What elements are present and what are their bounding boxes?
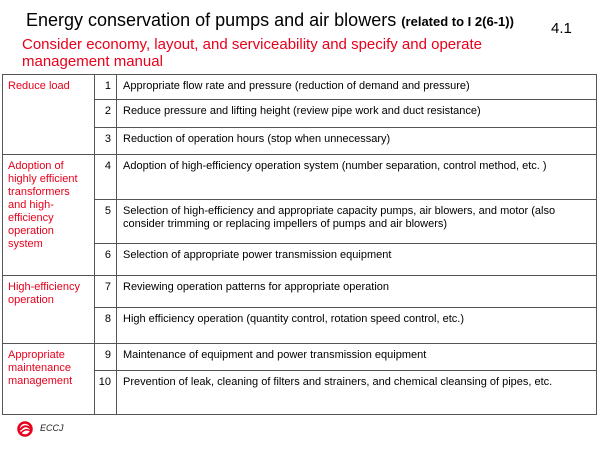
table-row bbox=[3, 155, 597, 200]
row-number: 9 bbox=[95, 344, 117, 371]
row-number: 10 bbox=[95, 371, 117, 415]
category-cell: Reduce load bbox=[3, 75, 95, 155]
page-title bbox=[26, 10, 514, 31]
row-number: 2 bbox=[95, 100, 117, 128]
measure-text: Maintenance of equipment and power transmission equipment bbox=[117, 344, 597, 371]
measure-text: Adoption of high-efficiency operation system (number separation, control method, etc. ) bbox=[117, 155, 597, 200]
logo-text: ECCJ bbox=[40, 423, 64, 433]
measure-text: Reduction of operation hours (stop when unnecessary) bbox=[117, 128, 597, 155]
title-reference: (related to I 2(6-1)) bbox=[401, 14, 514, 29]
row-number: 6 bbox=[95, 244, 117, 276]
category-cell: Appropriate maintenance management bbox=[3, 344, 95, 415]
category-cell: High-efficiency operation bbox=[3, 276, 95, 344]
row-number: 1 bbox=[95, 75, 117, 100]
measure-text: Selection of high-efficiency and appropriate capacity pumps, air blowers, and motor (also consider trimming or replacing impellers of pumps and air blowers) bbox=[117, 200, 597, 244]
measure-text: High efficiency operation (quantity control, rotation speed control, etc.) bbox=[117, 308, 597, 344]
measure-text: Selection of appropriate power transmission equipment bbox=[117, 244, 597, 276]
measure-text: Prevention of leak, cleaning of filters and strainers, and chemical cleansing of pipes, etc. bbox=[117, 371, 597, 415]
table-row bbox=[3, 276, 597, 308]
table-row bbox=[3, 344, 597, 371]
row-number: 3 bbox=[95, 128, 117, 155]
eccj-logo-icon bbox=[16, 421, 36, 442]
subtitle: Consider economy, layout, and serviceability and specify and operate management manual bbox=[22, 36, 482, 70]
title-main: Energy conservation of pumps and air blowers bbox=[26, 10, 397, 30]
measures-table bbox=[2, 74, 597, 415]
row-number: 4 bbox=[95, 155, 117, 200]
measure-text: Reduce pressure and lifting height (review pipe work and duct resistance) bbox=[117, 100, 597, 128]
table-row bbox=[3, 75, 597, 100]
measure-text: Reviewing operation patterns for appropriate operation bbox=[117, 276, 597, 308]
slide-number: 4.1 bbox=[551, 20, 572, 37]
row-number: 8 bbox=[95, 308, 117, 344]
row-number: 7 bbox=[95, 276, 117, 308]
measure-text: Appropriate flow rate and pressure (reduction of demand and pressure) bbox=[117, 75, 597, 100]
category-cell: Adoption of highly efficient transformers and high-efficiency operation system bbox=[3, 155, 95, 276]
row-number: 5 bbox=[95, 200, 117, 244]
